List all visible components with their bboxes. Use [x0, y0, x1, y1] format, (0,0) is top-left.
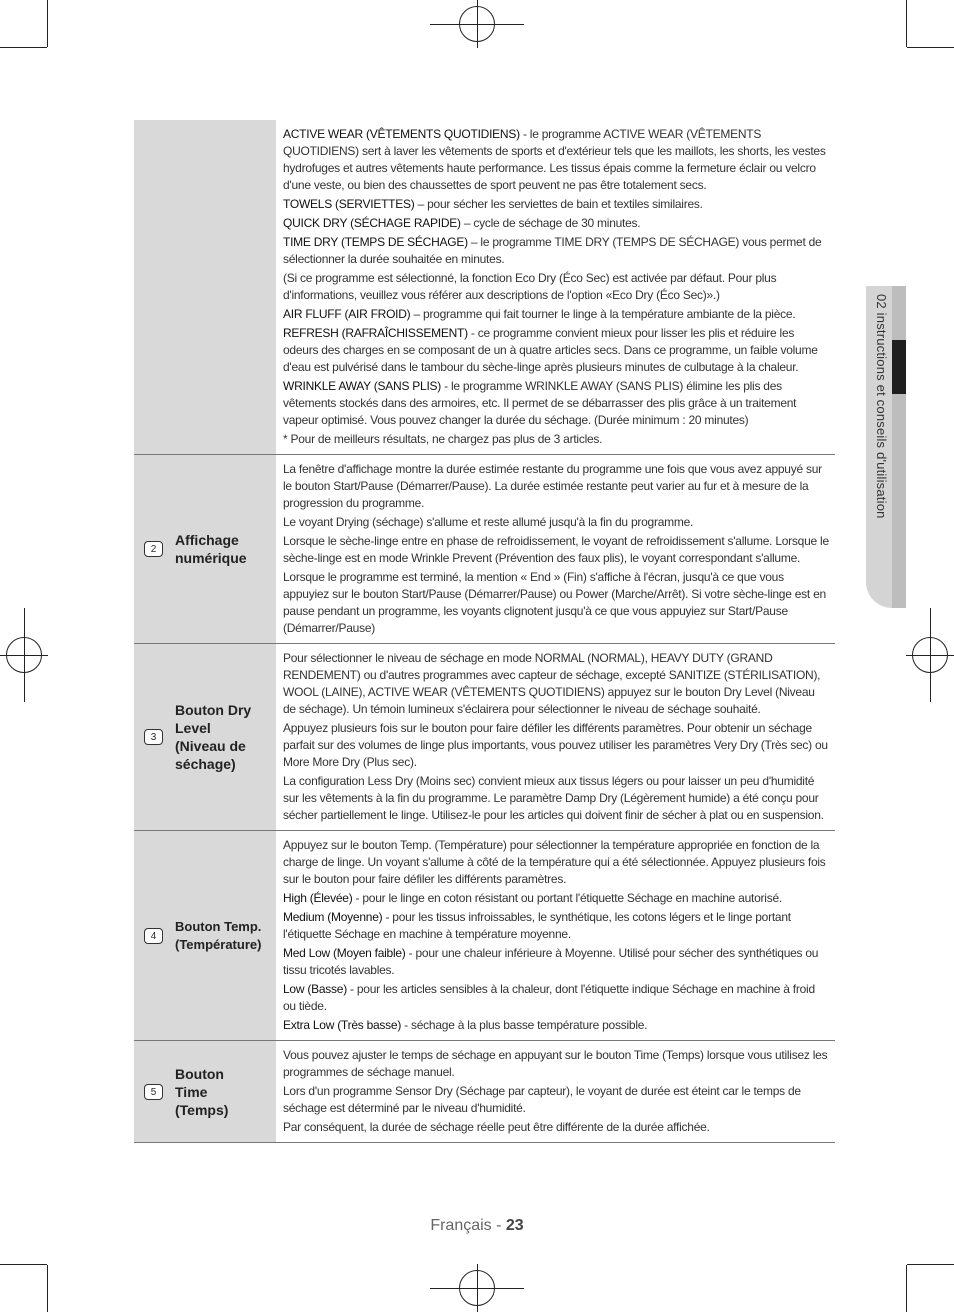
paragraph-text: – pour sécher les serviettes de bain et textiles similaires.: [414, 197, 703, 211]
description-paragraph: [283, 378, 829, 429]
crop-mark: [907, 47, 954, 48]
option-name: Med Low (Moyen faible): [283, 946, 406, 960]
page-number: 23: [505, 1217, 524, 1234]
description-paragraph: [283, 890, 829, 907]
description-paragraph: [283, 196, 829, 213]
description-paragraph: [283, 1083, 829, 1117]
option-name: High (Élevée): [283, 891, 353, 905]
row-description: [276, 1041, 835, 1142]
crop-mark: [906, 0, 907, 47]
paragraph-text: – le programme TIME DRY (TEMPS DE SÉCHAGE) vous permet de sélectionner la durée souhaitée en minutes.: [283, 235, 822, 266]
row-label-cell: [134, 831, 276, 1040]
description-paragraph: [283, 431, 829, 448]
chapter-tab-marker: [892, 340, 906, 394]
description-paragraph: [283, 650, 829, 718]
paragraph-text: Pour sélectionner le niveau de séchage en mode NORMAL (NORMAL), HEAVY DUTY (GRAND RENDEMENT) ou d'autres programmes avec capteur de séchage, excepté SANITIZE (STÉRILISATION), WOOL (LAINE), ACTIVE WEAR (VÊTEMENTS QUOTIDIENS) appuyez sur le bouton Dry Level (Niveau de séchage). Un témoin lumineux s'éclairera pour sélectionner le niveau de séchage souhaité.: [283, 651, 821, 716]
row-label-cell: [134, 1041, 276, 1142]
crop-mark: [906, 1265, 907, 1312]
option-name: Medium (Moyenne): [283, 910, 383, 924]
item-number-badge: 3: [144, 729, 163, 745]
crop-mark: [47, 0, 48, 47]
option-name: TIME DRY (TEMPS DE SÉCHAGE): [283, 235, 468, 249]
paragraph-text: Appuyez plusieurs fois sur le bouton pour faire défiler les différents paramètres. Pour obtenir un séchage parfait sur des volumes de linge plus importants, vous pouvez utiliser les paramètres Very Dry (Très sec) ou More More Dry (Plus sec).: [283, 721, 828, 769]
crop-mark: [0, 47, 47, 48]
chapter-tab-bar: [892, 286, 906, 608]
paragraph-text: (Si ce programme est sélectionné, la fonction Eco Dry (Éco Sec) est activée par défaut. Pour plus d'informations, veuillez vous référer aux descriptions de l'option «Eco Dry (Éco Sec)».): [283, 271, 777, 302]
paragraph-text: Lorsque le programme est terminé, la mention « End » (Fin) s'affiche à l'écran, jusqu'à ce que vous appuyiez sur le bouton Start/Pause (Démarrer/Pause) ou Power (Marche/Arrêt). Si votre sèche-linge est en pause pendant un programme, les voyants clignotent jusqu'à ce que vous appuyiez sur Start/Pause (Démarrer/Pause): [283, 570, 826, 635]
row-description: [276, 455, 835, 643]
paragraph-text: La fenêtre d'affichage montre la durée estimée restante du programme une fois que vous avez appuyé sur le bouton Start/Pause (Démarrer/Pause). La durée estimée restante peut varier au fur et à mesure de la progression du programme.: [283, 462, 822, 510]
description-paragraph: [283, 1017, 829, 1034]
row-description: [276, 644, 835, 830]
description-paragraph: [283, 325, 829, 376]
option-name: REFRESH (RAFRAÎCHISSEMENT): [283, 326, 468, 340]
paragraph-text: - pour les tissus infroissables, le synthétique, les cotons légers et le linge portant l'étiquette Séchage en machine à température moyenne.: [283, 910, 791, 941]
footer-language: Français -: [430, 1217, 506, 1234]
description-paragraph: [283, 306, 829, 323]
crop-mark: [47, 1265, 48, 1312]
description-paragraph: [283, 126, 829, 194]
paragraph-text: Appuyez sur le bouton Temp. (Température) pour sélectionner la température appropriée en fonction de la charge de linge. Un voyant s'allume à côté de la température qui a été sélectionnée. Appuyez plusieurs fois sur le bouton pour faire défiler les différents paramètres.: [283, 838, 826, 886]
paragraph-text: - pour une chaleur inférieure à Moyenne. Utilisé pour sécher des synthétiques ou tissu tricotés lavables.: [283, 946, 819, 977]
crop-mark: [0, 1264, 47, 1265]
row-label: Bouton Time (Temps): [175, 1065, 229, 1118]
description-paragraph: [283, 945, 829, 979]
description-paragraph: [283, 270, 829, 304]
description-paragraph: [283, 215, 829, 232]
crop-mark: [907, 1264, 954, 1265]
item-number-badge: 4: [144, 928, 163, 944]
table-row: [134, 455, 835, 644]
option-name: TOWELS (SERVIETTES): [283, 197, 415, 211]
option-name: AIR FLUFF (AIR FROID): [283, 307, 411, 321]
paragraph-text: - le programme WRINKLE AWAY (SANS PLIS) élimine les plis des vêtements stockés dans des armoires, etc. Il permet de se débarrasser des plis grâce à un traitement vapeur optimisé. Vous pouvez changer la durée du séchage. (Durée minimum : 20 minutes): [283, 379, 797, 427]
item-number-badge: 5: [144, 1084, 163, 1100]
description-paragraph: [283, 837, 829, 888]
paragraph-text: Lorsque le sèche-linge entre en phase de refroidissement, le voyant de refroidissement s'allume. Lorsque le sèche-linge est en mode Wrinkle Prevent (Prévention des faux plis), le voyant correspondant s'allume.: [283, 534, 829, 565]
item-number-badge: 2: [144, 541, 163, 557]
row-label-cell: [134, 120, 276, 454]
paragraph-text: * Pour de meilleurs résultats, ne chargez pas plus de 3 articles.: [283, 432, 603, 446]
registration-mark-icon: [24, 608, 25, 702]
description-paragraph: [283, 533, 829, 567]
row-label: Bouton Temp. (Température): [175, 918, 262, 952]
table-row: [134, 644, 835, 831]
description-paragraph: [283, 1047, 829, 1081]
description-paragraph: [283, 461, 829, 512]
option-name: Extra Low (Très basse): [283, 1018, 402, 1032]
row-label-cell: [134, 455, 276, 643]
table-row: [134, 1041, 835, 1143]
row-description: [276, 831, 835, 1040]
registration-mark-icon: [930, 608, 931, 702]
chapter-tab-label: 02 instructions et conseils d'utilisation: [874, 294, 889, 519]
row-label-cell: [134, 644, 276, 830]
paragraph-text: Vous pouvez ajuster le temps de séchage en appuyant sur le bouton Time (Temps) lorsque vous utilisez les programmes de séchage manuel.: [283, 1048, 828, 1079]
option-name: ACTIVE WEAR (VÊTEMENTS QUOTIDIENS): [283, 127, 520, 141]
option-name: Low (Basse): [283, 982, 347, 996]
description-paragraph: [283, 514, 829, 531]
description-paragraph: [283, 773, 829, 824]
paragraph-text: – programme qui fait tourner le linge à la température ambiante de la pièce.: [410, 307, 796, 321]
description-paragraph: [283, 569, 829, 637]
paragraph-text: - pour les articles sensibles à la chaleur, dont l'étiquette indique Séchage en machine à froid ou tiède.: [283, 982, 815, 1013]
paragraph-text: Par conséquent, la durée de séchage réelle peut être différente de la durée affichée.: [283, 1120, 710, 1134]
features-table: [134, 120, 835, 1143]
option-name: WRINKLE AWAY (SANS PLIS): [283, 379, 442, 393]
option-name: QUICK DRY (SÉCHAGE RAPIDE): [283, 216, 461, 230]
table-row: [134, 120, 835, 455]
paragraph-text: - ce programme convient mieux pour lisser les plis et réduire les odeurs des charges en se composant de un à quatre articles secs. Dans ce programme, un faible volume d'eau est pulvérisé dans le tambour du sèche-linge après plusieurs minutes de culbutage à la chaleur.: [283, 326, 818, 374]
registration-mark-icon: [477, 0, 478, 48]
row-label: Bouton Dry Level (Niveau de séchage): [175, 702, 252, 772]
paragraph-text: - le programme ACTIVE WEAR (VÊTEMENTS QUOTIDIENS) sert à laver les vêtements de sports et d'extérieur tels que les maillots, les shorts, les vestes hydrofuges et autres vêtements haute performance. Les tissus épais comme la fermeture éclair ou velcro d'une veste, ou bien des chaussettes de sport peuvent ne pas être totalement secs.: [283, 127, 826, 192]
description-paragraph: [283, 909, 829, 943]
page-footer: [0, 1217, 954, 1235]
description-paragraph: [283, 1119, 829, 1136]
paragraph-text: Le voyant Drying (séchage) s'allume et reste allumé jusqu'à la fin du programme.: [283, 515, 694, 529]
paragraph-text: - pour le linge en coton résistant ou portant l'étiquette Séchage en machine autorisé.: [352, 891, 782, 905]
row-label: Affichage numérique: [175, 532, 247, 566]
table-row: [134, 831, 835, 1041]
paragraph-text: - séchage à la plus basse température possible.: [401, 1018, 648, 1032]
registration-mark-icon: [477, 1264, 478, 1312]
paragraph-text: Lors d'un programme Sensor Dry (Séchage par capteur), le voyant de durée est éteint car le temps de séchage est déterminé par le niveau d'humidité.: [283, 1084, 801, 1115]
row-description: [276, 120, 835, 454]
paragraph-text: – cycle de séchage de 30 minutes.: [460, 216, 641, 230]
description-paragraph: [283, 981, 829, 1015]
description-paragraph: [283, 720, 829, 771]
paragraph-text: La configuration Less Dry (Moins sec) convient mieux aux tissus légers ou pour laisser un peu d'humidité sur les vêtements à la fin du programme. Le paramètre Damp Dry (Légèrement humide) a été conçu pour sécher partiellement le linge. Utilisez-le pour les articles qui doivent finir de sécher à plat ou en suspension.: [283, 774, 824, 822]
description-paragraph: [283, 234, 829, 268]
